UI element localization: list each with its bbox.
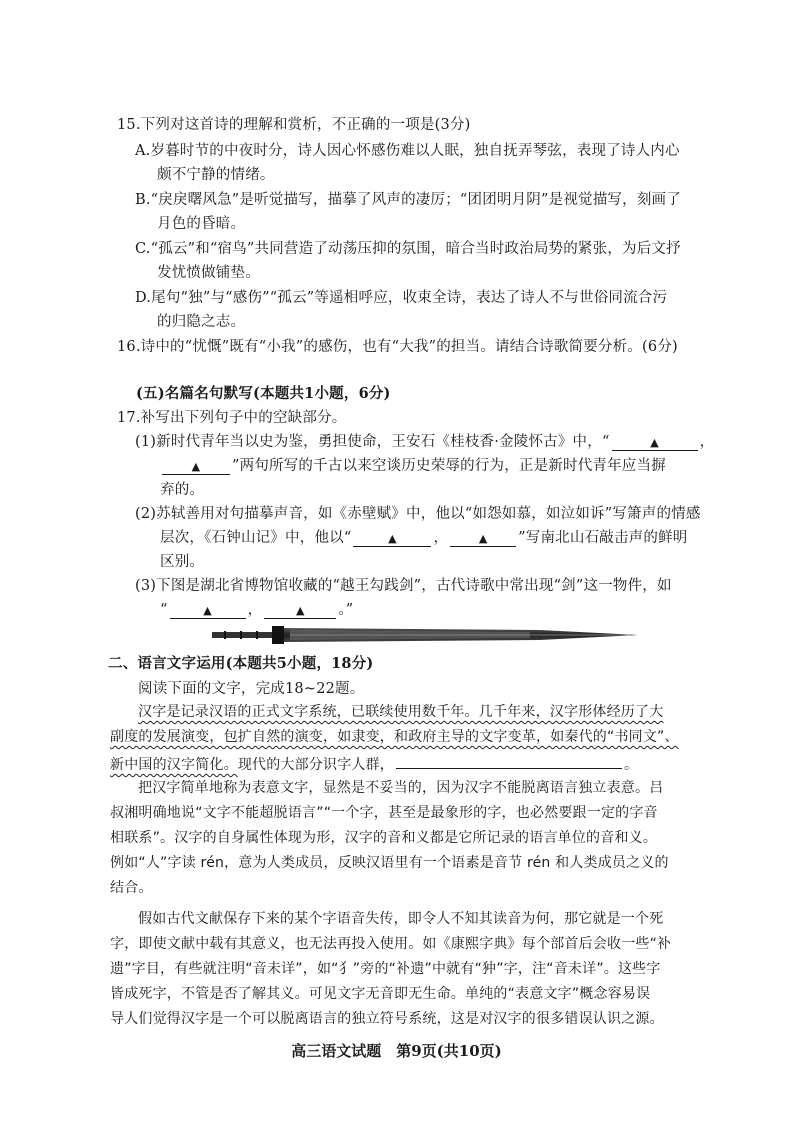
passage-p1-line3: 新中国的汉字简化。现代的大部分识字人群， 。 [110,752,638,775]
text-line: C.“孤云”和“宿鸟”共同营造了动荡压抑的氛围，暗合当时政治局势的紧张，为后文抒 [135,241,681,257]
text-line: 的归隐之志。 [157,314,246,330]
text-line: (五)名篇名句默写(本题共1小题，6分) [136,385,391,402]
passage-p3-line3: 遗”字目，有些就注明“音未详”，如“犭”旁的“补遗”中就有“狆”字，注“音未详”。这些字 [110,961,661,977]
text-line: A.岁暮时节的中夜时分，诗人因心怀感伤难以人眠，独自抚弄琴弦，表现了诗人内心 [135,143,680,159]
answer-blank[interactable]: ▲ [162,458,230,475]
passage-p1-line1: 汉字是记录汉语的正式文字系统，已联续使用数千年。几千年来，汉字形体经历了大 [138,704,664,720]
text-line: 颇不宁静的情绪。 [157,167,275,183]
passage-p2-line5: 结合。 [110,880,153,896]
q17-item1-line1: (1)新时代青年当以史为鉴，勇担使命，王安石《桂枝香·金陵怀古》中，“ ▲ ， [135,434,715,450]
answer-blank[interactable]: ▲ [264,602,336,619]
answer-blank[interactable] [396,752,622,769]
answer-blank[interactable]: ▲ [353,530,431,547]
text-line: D.尾句“独”与“感伤”“孤云”等遥相呼应，收束全诗，表达了诗人不与世俗同流合污 [135,290,668,306]
passage-p3-line1: 假如古代文献保存下来的某个字语音失传，即令人不知其读音为何，那它就是一个死 [138,911,664,927]
passage-p3-line5: 导人们觉得汉字是一个可以脱离语言的独立符号系统，这是对汉字的很多错误认识之源。 [110,1011,664,1027]
passage-p2-line3: 相联系”。汉字的自身属性体现为形，汉字的音和义都是它所记录的语言单位的音和义。 [110,830,658,846]
page-footer: 高三语文试题 第9页(共10页) [291,1042,502,1060]
q17-item3-line1: (3)下图是湖北省博物馆收藏的“越王勾践剑”，古代诗歌中常出现“剑”这一物件，如 [135,578,672,594]
passage-p1-line2: 副度的发展演变，包扩自然的演变，如隶变，和政府主导的文字变革，如秦代的“书同文”、 [110,729,679,745]
passage-p3-line4: 皆成死字，不管是否了解其义。可见文字无音即无生命。单纯的“表意文字”概念容易误 [110,986,651,1002]
passage-p2-line4: 例如“人”字读 rén，意为人类成员，反映汉语里有一个语素是音节 rén 和人类成员之义的 [110,855,669,871]
passage-p2-line2: 叔湘明确地说“文字不能超脱语言”“一个字，甚至是最象形的字，也必然要跟一定的字音 [110,805,658,821]
sword-image [210,622,640,648]
section-heading: 二、语言文字运用(本题共5小题，18分) [108,655,374,672]
text-line: B.“戾戾曙风急”是听觉描写，描摹了风声的凄厉；“团团明月阴”是视觉描写，刻画了 [135,192,681,208]
text-line: 17.补写出下列句子中的空缺部分。 [117,410,347,426]
q17-item2-line3: 区别。 [160,554,205,570]
answer-blank[interactable]: ▲ [612,434,698,451]
q17-item3-line2: “ ▲ ， ▲ 。” [160,602,354,618]
text-line: 发忧愤做铺垫。 [157,265,260,281]
passage-p3-line2: 字，即使文献中载有其意义，也无法再投入使用。如《康熙字典》每个部首后会收一些“补 [110,936,672,952]
passage-p2-line1: 把汉字简单地称为表意文字，显然是不妥当的，因为汉字不能脱离语言独立表意。吕 [138,780,664,796]
q17-item1-line3: 弃的。 [160,482,205,498]
reading-instruction: 阅读下面的文字，完成18~22题。 [138,681,365,697]
q17-item2-line1: (2)苏轼善用对句描摹声音，如《赤壁赋》中，他以“如怨如慕，如泣如诉”写箫声的情感 [135,506,701,522]
answer-blank[interactable]: ▲ [170,602,246,619]
q17-item2-line2: 层次，《石钟山记》中，他以“ ▲ ， ▲ ”写南北山石敲击声的鲜明 [160,530,688,546]
text-line: 15.下列对这首诗的理解和赏析，不正确的一项是(3分) [117,117,471,133]
q17-item1-line2: ▲ ”两句所写的千古以来空谈历史荣辱的行为，正是新时代青年应当摒 [160,456,666,476]
answer-blank[interactable]: ▲ [450,530,516,547]
text-line: 月色的昏暗。 [157,216,246,232]
text-line: 16.诗中的“忧慨”既有“小我”的感伤，也有“大我”的担当。请结合诗歌简要分析。(6分) [117,339,678,355]
